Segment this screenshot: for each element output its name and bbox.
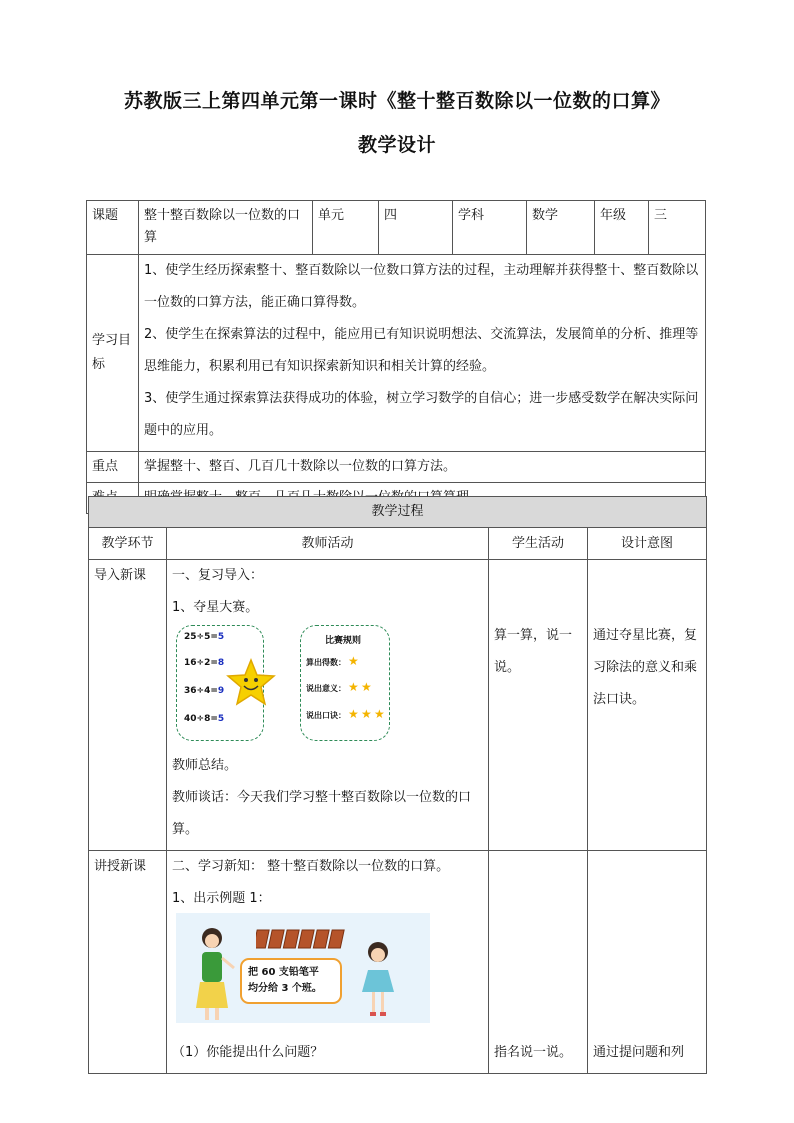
- unit-value: 四: [379, 201, 453, 255]
- row1-teacher-line4: 教师谈话：今天我们学习整十整百数除以一位数的口算。: [172, 790, 472, 837]
- row1-teacher-line2: 1、夺星大赛。: [172, 600, 259, 615]
- key-label: 重点: [87, 452, 139, 483]
- speech-line-2: 均分给 3 个班。: [248, 983, 322, 994]
- col-teacher: 教师活动: [167, 528, 489, 560]
- doc-title: 苏教版三上第四单元第一课时《整十整百数除以一位数的口算》: [123, 90, 670, 112]
- unit-label: 单元: [313, 201, 379, 255]
- star-icon: ★: [374, 707, 385, 721]
- goal-3: 3、使学生通过探索算法获得成功的体验，树立学习数学的自信心；进一步感受数学在解决实际问题中的应用。: [144, 391, 699, 438]
- pencil-boxes-icon: [256, 926, 348, 952]
- row2-intent: 通过提问题和列: [588, 851, 707, 1074]
- row1-stage: 导入新课: [89, 560, 167, 851]
- goals-label: 学习目标: [87, 255, 139, 452]
- col-student: 学生活动: [489, 528, 588, 560]
- star-icon: ★: [348, 707, 359, 721]
- row2-teacher-line1: 二、学习新知： 整十整百数除以一位数的口算。: [172, 859, 450, 874]
- row1-student: 算一算，说一说。: [489, 560, 588, 851]
- info-table: [86, 200, 706, 514]
- equation-4: 40÷8=5: [184, 714, 225, 724]
- row2-teacher-line2: 1、出示例题 1：: [172, 891, 271, 906]
- star-icon: ★: [348, 680, 359, 694]
- row1-teacher-line1: 一、复习导入：: [172, 568, 264, 583]
- goals-cell: [139, 255, 706, 452]
- topic-value: 整十整百数除以一位数的口算: [139, 201, 313, 255]
- subject-value: 数学: [527, 201, 595, 255]
- rule-1: 算出得数： ★: [306, 654, 359, 668]
- doc-subtitle: 教学设计: [357, 134, 436, 156]
- subject-label: 学科: [453, 201, 527, 255]
- teacher-figure-icon: [190, 924, 236, 1022]
- rules-title: 比赛规则: [325, 636, 362, 646]
- star-icon: ★: [361, 707, 372, 721]
- equation-1: 25÷5=5: [184, 632, 225, 642]
- star-icon: ★: [361, 680, 372, 694]
- equation-3: 36÷4=9: [184, 686, 225, 696]
- row2-question: （1）你能提出什么问题？: [172, 1045, 324, 1060]
- row2-stage: 讲授新课: [89, 851, 167, 1074]
- rule-2: 说出意义： ★ ★: [306, 680, 372, 694]
- goal-1: 1、使学生经历探索整十、整百数除以一位数口算方法的过程，主动理解并获得整十、整百数除以一位数的口算方法，能正确口算得数。: [144, 263, 699, 310]
- grade-value: 三: [649, 201, 706, 255]
- key-value: 掌握整十、整百、几百几十数除以一位数的口算方法。: [139, 452, 706, 483]
- speech-bubble: [240, 958, 342, 1004]
- row1-intent: 通过夺星比赛，复习除法的意义和乘法口诀。: [588, 560, 707, 851]
- topic-label: 课题: [87, 201, 139, 255]
- girl-figure-icon: [360, 940, 396, 1020]
- goal-2: 2、使学生在探索算法的过程中，能应用已有知识说明想法、交流算法，发展简单的分析、推理等思维能力，积累利用已有知识探索新知识和相关计算的经验。: [144, 327, 699, 374]
- process-header: 教学过程: [89, 497, 707, 528]
- speech-line-1: 把 60 支铅笔平: [248, 967, 319, 978]
- equation-2: 16÷2=8: [184, 658, 225, 668]
- col-stage: 教学环节: [89, 528, 167, 560]
- row2-student: 指名说一说。: [489, 851, 588, 1074]
- grade-label: 年级: [595, 201, 649, 255]
- rule-3: 说出口诀： ★ ★ ★: [306, 707, 385, 721]
- star-icon: ★: [348, 654, 359, 668]
- smiling-star-icon: [226, 658, 276, 706]
- row1-teacher-line3: 教师总结。: [172, 758, 238, 773]
- col-intent: 设计意图: [588, 528, 707, 560]
